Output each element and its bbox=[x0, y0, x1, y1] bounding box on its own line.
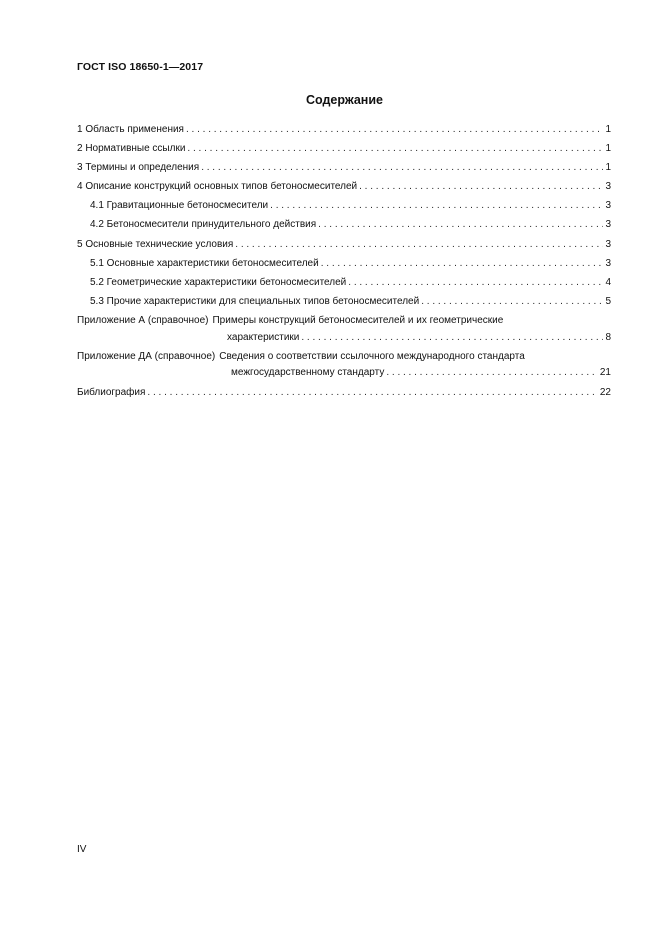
leader-dots bbox=[301, 332, 603, 344]
toc-entry-label: 5.1 Основные характеристики бетоносмесителей bbox=[90, 257, 319, 269]
toc-entry-label: 4.2 Бетоносмесители принудительного действия bbox=[90, 219, 317, 231]
leader-dots bbox=[318, 219, 603, 231]
toc-entry-4[interactable] bbox=[77, 181, 611, 193]
toc-entry-4-2[interactable] bbox=[77, 219, 611, 231]
toc-entry-2[interactable] bbox=[77, 143, 611, 155]
leader-dots bbox=[386, 367, 598, 379]
appendix-da-prefix: Приложение ДА (справочное) bbox=[77, 350, 216, 362]
toc-entry-page: 1 bbox=[605, 162, 611, 174]
appendix-a-line1 bbox=[77, 315, 611, 327]
toc-entry-label: 5.2 Геометрические характеристики бетоносмесителей bbox=[90, 276, 347, 288]
toc-entry-page: 8 bbox=[605, 331, 611, 343]
appendix-a-title: Примеры конструкций бетоносмесителей и их геометрические bbox=[212, 314, 504, 326]
leader-dots bbox=[186, 124, 603, 136]
appendix-a-line2 bbox=[77, 332, 611, 344]
appendix-a-title-cont: характеристики bbox=[227, 331, 300, 343]
document-header: ГОСТ ISO 18650-1—2017 bbox=[77, 61, 204, 73]
toc-entry-label: 1 Область применения bbox=[77, 124, 184, 135]
toc-entry-page: 3 bbox=[605, 238, 611, 250]
toc-entry-1[interactable] bbox=[77, 124, 611, 136]
toc-entry-label: 5 Основные технические условия bbox=[77, 238, 234, 250]
toc-entry-5-3[interactable] bbox=[77, 296, 611, 308]
appendix-a-prefix: Приложение А (справочное) bbox=[77, 314, 209, 326]
appendix-da-title-cont: межгосударственному стандарту bbox=[231, 367, 385, 379]
toc-entry-page: 21 bbox=[599, 367, 611, 379]
toc-entry-appendix-a[interactable] bbox=[77, 315, 611, 344]
appendix-da-line1 bbox=[77, 351, 611, 363]
toc-entry-page: 5 bbox=[605, 295, 611, 307]
toc-entry-bibliography[interactable] bbox=[77, 387, 611, 399]
toc-entry-page: 1 bbox=[605, 143, 611, 155]
page-number: IV bbox=[77, 844, 87, 855]
toc-entry-label: 5.3 Прочие характеристики для специальных типов бетоносмесителей bbox=[90, 295, 420, 307]
toc-entry-label: 2 Нормативные ссылки bbox=[77, 143, 186, 155]
toc-entry-page: 3 bbox=[605, 181, 611, 193]
toc-entry-label: 4 Описание конструкций основных типов бетоносмесителей bbox=[77, 181, 358, 193]
appendix-da-line2 bbox=[77, 367, 611, 379]
toc-entry-label: 3 Термины и определения bbox=[77, 162, 200, 174]
leader-dots bbox=[187, 143, 603, 155]
toc-entry-label: Библиография bbox=[77, 386, 146, 398]
appendix-da-title: Сведения о соответствии ссылочного международного стандарта bbox=[219, 350, 525, 362]
leader-dots bbox=[270, 200, 603, 212]
toc-entry-4-1[interactable] bbox=[77, 200, 611, 212]
table-of-contents bbox=[77, 124, 611, 406]
toc-entry-page: 4 bbox=[605, 276, 611, 288]
toc-entry-appendix-da[interactable] bbox=[77, 351, 611, 380]
leader-dots bbox=[321, 258, 604, 270]
toc-entry-label: 4.1 Гравитационные бетоносмесители bbox=[90, 200, 269, 212]
leader-dots bbox=[147, 387, 597, 399]
leader-dots bbox=[359, 181, 603, 193]
leader-dots bbox=[201, 162, 603, 174]
toc-entry-page: 1 bbox=[605, 124, 611, 135]
leader-dots bbox=[235, 239, 603, 251]
toc-entry-page: 3 bbox=[605, 257, 611, 269]
toc-entry-3[interactable] bbox=[77, 162, 611, 174]
toc-entry-5-2[interactable] bbox=[77, 277, 611, 289]
toc-entry-page: 22 bbox=[599, 386, 611, 398]
toc-entry-5[interactable] bbox=[77, 239, 611, 251]
leader-dots bbox=[421, 296, 603, 308]
toc-entry-page: 3 bbox=[605, 200, 611, 212]
toc-entry-page: 3 bbox=[605, 219, 611, 231]
toc-entry-5-1[interactable] bbox=[77, 258, 611, 270]
toc-title: Содержание bbox=[305, 93, 383, 107]
leader-dots bbox=[348, 277, 603, 289]
